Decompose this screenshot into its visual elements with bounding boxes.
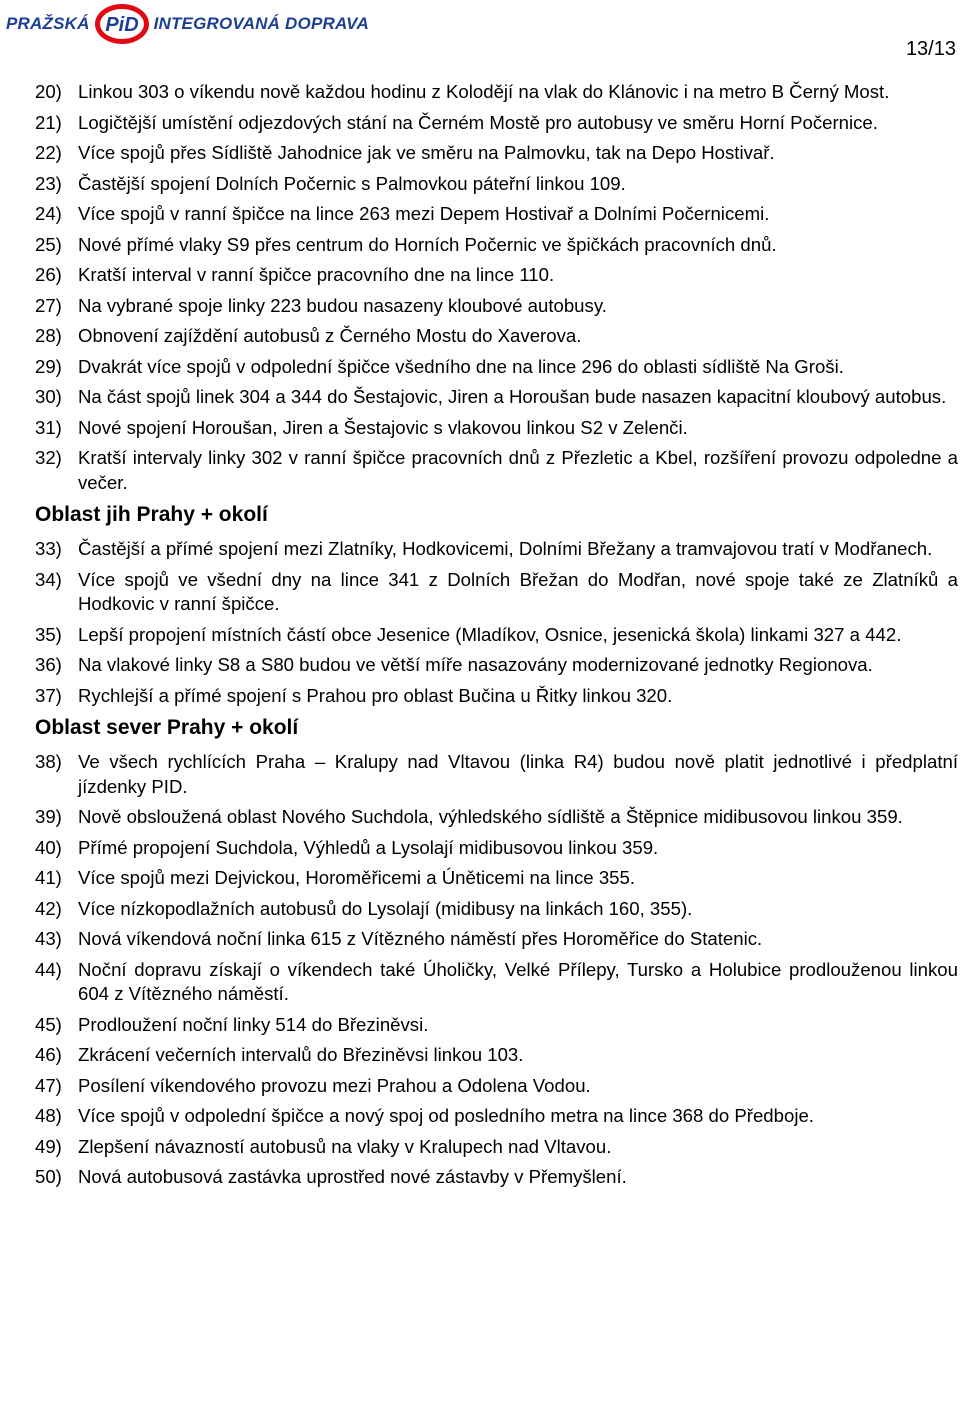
item-text: Dvakrát více spojů v odpolední špičce všedního dne na lince 296 do oblasti sídliště Na Groši. [78, 355, 844, 377]
item-number: 35) [35, 623, 62, 645]
item-number: 48) [35, 1105, 62, 1126]
measure-list [35, 750, 958, 1190]
item-number: 49) [35, 1135, 62, 1157]
item-text: Nové spojení Horoušan, Jiren a Šestajovic s vlakovou linkou S2 v Zelenči. [78, 416, 688, 438]
item-text: Více spojů mezi Dejvickou, Horoměřicemi a Úněticemi na lince 355. [78, 867, 636, 888]
measure-list [35, 80, 958, 495]
item-number: 22) [35, 142, 62, 163]
list-item [35, 568, 958, 617]
list-item [35, 1104, 958, 1129]
item-number: 24) [35, 203, 62, 224]
list-item [35, 1013, 958, 1038]
item-number: 40) [35, 836, 62, 858]
item-number: 33) [35, 538, 62, 559]
item-number: 38) [35, 751, 62, 772]
item-number: 20) [35, 81, 62, 102]
list-item [35, 385, 958, 410]
item-text: Posílení víkendového provozu mezi Prahou a Odolena Vodou. [78, 1074, 591, 1096]
list-item [35, 897, 958, 922]
list-item [35, 927, 958, 952]
list-item [35, 684, 958, 709]
list-item [35, 80, 958, 105]
list-item [35, 294, 958, 319]
item-number: 25) [35, 233, 62, 255]
list-item [35, 1135, 958, 1160]
item-number: 36) [35, 654, 62, 675]
list-item [35, 141, 958, 166]
item-text: Více nízkopodlažních autobusů do Lysolají (midibusy na linkách 160, 355). [78, 897, 693, 919]
item-number: 45) [35, 1013, 62, 1035]
list-item [35, 355, 958, 380]
item-text: Více spojů přes Sídliště Jahodnice jak ve směru na Palmovku, tak na Depo Hostivař. [78, 142, 775, 163]
measure-list [35, 537, 958, 708]
item-text: Více spojů v odpolední špičce a nový spoj od posledního metra na lince 368 do Předboje. [78, 1105, 814, 1126]
list-item [35, 172, 958, 197]
item-text: Více spojů v ranní špičce na lince 263 mezi Depem Hostivař a Dolními Počernicemi. [78, 203, 770, 224]
item-text: Nově obsloužená oblast Nového Suchdola, výhledského sídliště a Štěpnice midibusovou linkou 359. [78, 806, 903, 827]
item-text: Nová autobusová zastávka uprostřed nové zástavby v Přemyšlení. [78, 1166, 627, 1187]
list-item [35, 1165, 958, 1190]
item-text: Logičtější umístění odjezdových stání na Černém Mostě pro autobusy ve směru Horní Počernice. [78, 111, 878, 133]
item-number: 27) [35, 294, 62, 316]
list-item [35, 750, 958, 799]
item-number: 34) [35, 568, 62, 590]
item-text: Přímé propojení Suchdola, Výhledů a Lysolají midibusovou linkou 359. [78, 836, 659, 858]
item-number: 28) [35, 325, 62, 346]
item-number: 43) [35, 928, 62, 949]
list-item [35, 1043, 958, 1068]
item-number: 47) [35, 1074, 62, 1096]
item-text: Nová víkendová noční linka 615 z Vítězného náměstí přes Horoměřice do Statenic. [78, 928, 763, 949]
item-number: 26) [35, 264, 62, 285]
document-body [35, 80, 958, 1196]
item-number: 29) [35, 355, 62, 377]
section-heading: Oblast sever Prahy + okolí [35, 716, 299, 739]
item-text: Častější spojení Dolních Počernic s Palmovkou páteřní linkou 109. [78, 172, 626, 194]
list-item [35, 537, 958, 562]
item-text: Kratší intervaly linky 302 v ranní špičce pracovních dnů z Přezletic a Kbel, rozšíření provozu odpoledne a večer. [78, 447, 958, 493]
item-text: Nové přímé vlaky S9 přes centrum do Horních Počernic ve špičkách pracovních dnů. [78, 233, 777, 255]
item-number: 42) [35, 897, 62, 919]
list-item [35, 805, 958, 830]
item-text: Zkrácení večerních intervalů do Březiněvsi linkou 103. [78, 1044, 524, 1065]
item-number: 23) [35, 172, 62, 194]
list-item [35, 263, 958, 288]
list-item [35, 416, 958, 441]
item-text: Prodloužení noční linky 514 do Březiněvsi. [78, 1013, 429, 1035]
list-item [35, 836, 958, 861]
list-item [35, 653, 958, 678]
list-item [35, 866, 958, 891]
item-text: Na vybrané spoje linky 223 budou nasazeny kloubové autobusy. [78, 294, 607, 316]
section-heading: Oblast jih Prahy + okolí [35, 503, 268, 526]
page-header [0, 0, 960, 60]
item-text: Rychlejší a přímé spojení s Prahou pro oblast Bučina u Řitky linkou 320. [78, 684, 673, 706]
list-item [35, 623, 958, 648]
logo-text-right: INTEGROVANÁ DOPRAVA [153, 14, 369, 33]
list-item [35, 233, 958, 258]
item-number: 46) [35, 1044, 62, 1065]
item-number: 44) [35, 958, 62, 980]
item-text: Noční dopravu získají o víkendech také Úholičky, Velké Přílepy, Tursko a Holubice prodlouženou linkou 604 z Vítězného náměstí. [78, 958, 958, 1004]
list-item [35, 1074, 958, 1099]
page-number: 13/13 [905, 38, 956, 60]
logo-mark-text: PiD [104, 14, 139, 36]
pid-logo-mark [92, 2, 152, 46]
item-number: 30) [35, 386, 62, 407]
item-number: 50) [35, 1166, 62, 1187]
item-text: Linkou 303 o víkendu nově každou hodinu z Kolodějí na vlak do Klánovic i na metro B Černý Most. [78, 81, 890, 102]
item-number: 37) [35, 684, 62, 706]
item-text: Lepší propojení místních částí obce Jesenice (Mladíkov, Osnice, jesenická škola) linkami 327 a 442. [78, 623, 902, 645]
item-text: Na část spojů linek 304 a 344 do Šestajovic, Jiren a Horoušan bude nasazen kapacitní kloubový autobus. [78, 386, 947, 407]
item-number: 31) [35, 416, 62, 438]
pid-logo [6, 2, 369, 46]
item-text: Na vlakové linky S8 a S80 budou ve větší míře nasazovány modernizované jednotky Regionova. [78, 654, 873, 675]
item-text: Častější a přímé spojení mezi Zlatníky, Hodkovicemi, Dolními Břežany a tramvajovou tratí v Modřanech. [78, 538, 933, 559]
item-text: Zlepšení návazností autobusů na vlaky v Kralupech nad Vltavou. [78, 1135, 612, 1157]
list-item [35, 324, 958, 349]
item-text: Ve všech rychlících Praha – Kralupy nad Vltavou (linka R4) budou nově platit jednotlivé i předplatní jízdenky PID. [78, 751, 958, 797]
item-number: 39) [35, 806, 62, 827]
list-item [35, 202, 958, 227]
item-number: 21) [35, 111, 62, 133]
item-number: 41) [35, 867, 62, 888]
item-text: Více spojů ve všední dny na lince 341 z Dolních Břežan do Modřan, nové spoje také ze Zlatníků a Hodkovic v ranní špičce. [78, 568, 958, 614]
list-item [35, 111, 958, 136]
list-item [35, 446, 958, 495]
item-number: 32) [35, 447, 62, 468]
list-item [35, 958, 958, 1007]
item-text: Obnovení zajíždění autobusů z Černého Mostu do Xaverova. [78, 325, 582, 346]
logo-text-left: PRAŽSKÁ [6, 14, 90, 33]
item-text: Kratší interval v ranní špičce pracovního dne na lince 110. [78, 264, 555, 285]
